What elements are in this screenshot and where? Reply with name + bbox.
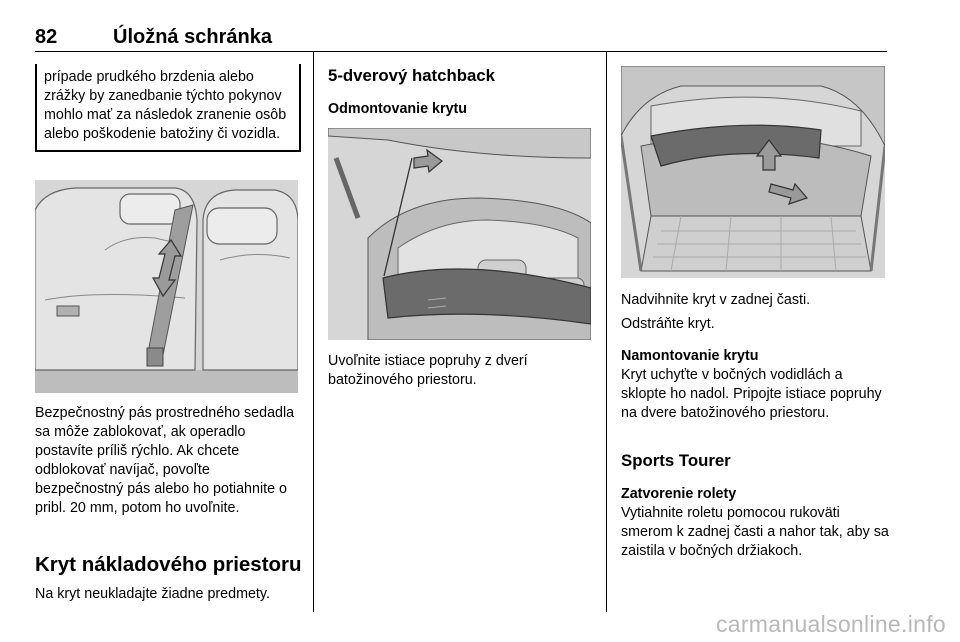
hatchback-paragraph: Uvoľnite istiace popruhy z dverí batožinového priestoru.: [328, 353, 528, 388]
install-cover-subheading: Namontovanie krytu: [621, 348, 759, 364]
page-title: Úložná schránka: [113, 26, 272, 48]
sports-tourer-heading: Sports Tourer: [621, 451, 731, 470]
page-number: 82: [35, 26, 58, 48]
column-divider-2: [606, 52, 607, 612]
cover-paragraph: Na kryt neukladajte žiadne predmety.: [35, 586, 270, 602]
remove-cover-text: Odstráňte kryt.: [621, 316, 715, 332]
close-blind-paragraph: Vytiahnite roletu pomocou rukoväti smerom k zadnej časti a nahor tak, aby sa zaistila v bočných držiakoch.: [621, 505, 889, 559]
warning-box: prípade prudkého brzdenia alebo zrážky by zanedbanie týchto pokynov mohlo mať za následok zranenie osôb alebo poškodenie batožiny či vozidla.: [35, 64, 301, 152]
belt-paragraph: Bezpečnostný pás prostredného sedadla sa môže zablokovať, ak operadlo postavíte príliš rýchlo. Ak chcete odblokovať navíjač, povoľte bezpečnostný pás alebo ho potiahnite o pribl. 20 mm, potom ho uvoľnite.: [35, 405, 295, 516]
cover-heading: Kryt nákladového priestoru: [35, 553, 302, 576]
remove-cover-subheading: Odmontovanie krytu: [328, 101, 468, 117]
install-cover-paragraph: Kryt uchyťte v bočných vodidlách a sklopte ho nadol. Pripojte istiace popruhy na dvere batožinového priestoru.: [621, 367, 882, 421]
cargo-cover-illustration: [621, 66, 885, 278]
rear-seat-belt-illustration: [35, 180, 298, 393]
hatchback-trunk-illustration: [328, 128, 591, 340]
header-divider: [35, 51, 887, 52]
hatchback-heading: 5-dverový hatchback: [328, 66, 495, 85]
watermark: carmanualsonline.info: [715, 611, 946, 637]
column-divider-1: [313, 52, 314, 612]
lift-cover-text: Nadvihnite kryt v zadnej časti.: [621, 292, 811, 308]
close-blind-subheading: Zatvorenie rolety: [621, 486, 737, 502]
